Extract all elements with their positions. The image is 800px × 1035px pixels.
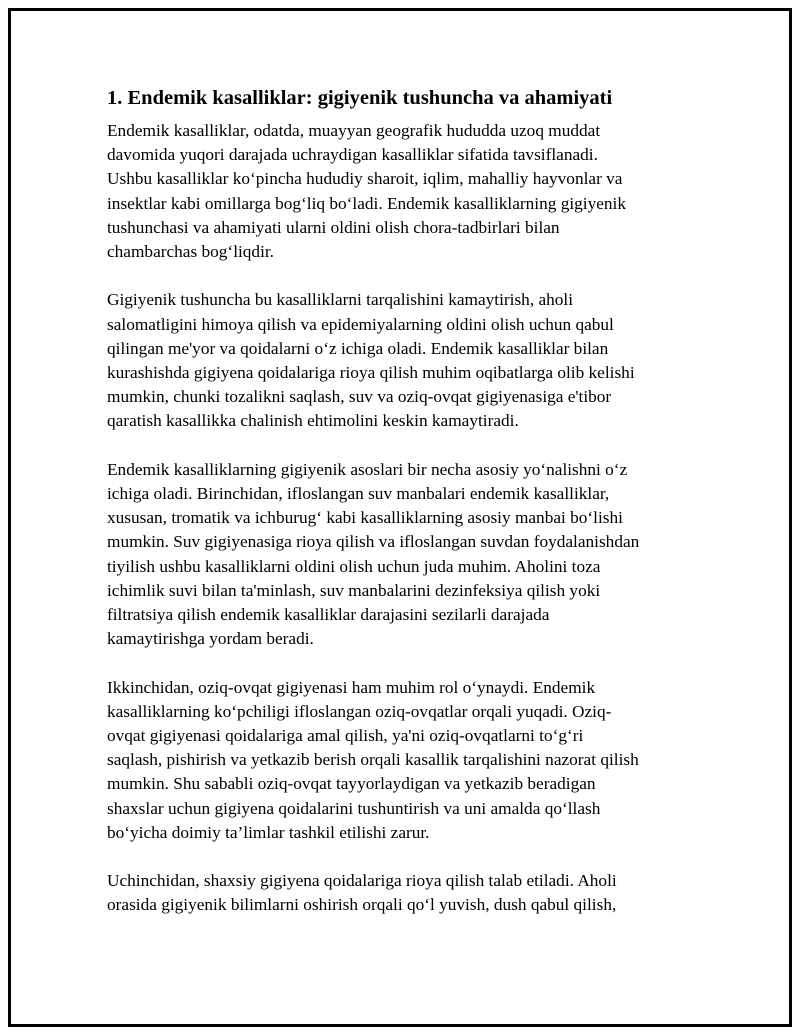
- text-line: davomida yuqori darajada uchraydigan kasalliklar sifatida tavsiflanadi.: [107, 145, 598, 165]
- text-line: ovqat gigiyenasi qoidalariga amal qilish, ya'ni oziq-ovqatlarni to‘g‘ri: [107, 726, 584, 746]
- paragraph: [107, 676, 682, 845]
- text-line: insektlar kabi omillarga bog‘liq bo‘ladi. Endemik kasalliklarning gigiyenik: [107, 193, 626, 213]
- text-line: shaxslar uchun gigiyena qoidalarini tushuntirish va uni amalda qo‘llash: [107, 798, 601, 818]
- text-line: qaratish kasallikka chalinish ehtimolini keskin kamaytiradi.: [107, 411, 519, 431]
- text-line: chambarchas bog‘liqdir.: [107, 242, 274, 262]
- text-line: ichiga oladi. Birinchidan, ifloslangan suv manbalari endemik kasalliklar,: [107, 484, 610, 504]
- text-line: tushunchasi va ahamiyati ularni oldini olish chora-tadbirlari bilan: [107, 217, 560, 237]
- text-line: kasalliklarning ko‘pchiligi ifloslangan oziq-ovqatlar orqali yuqadi. Oziq-: [107, 701, 612, 721]
- text-line: Ushbu kasalliklar ko‘pincha hududiy sharoit, iqlim, mahalliy hayvonlar va: [107, 169, 623, 189]
- text-line: saqlash, pishirish va yetkazib berish orqali kasallik tarqalishini nazorat qilish: [107, 750, 639, 770]
- text-line: tiyilish ushbu kasalliklarni oldini olish uchun juda muhim. Aholini toza: [107, 556, 601, 576]
- paragraph-gap: [107, 434, 682, 458]
- text-line: Gigiyenik tushuncha bu kasalliklarni tarqalishini kamaytirish, aholi: [107, 290, 574, 310]
- text-line: mumkin. Suv gigiyenasiga rioya qilish va ifloslangan suvdan foydalanishdan: [107, 532, 640, 552]
- text-line: bo‘yicha doimiy ta’limlar tashkil etilishi zarur.: [107, 822, 430, 842]
- text-line: kamaytirishga yordam beradi.: [107, 629, 314, 649]
- text-line: Endemik kasalliklarning gigiyenik asoslari bir necha asosiy yo‘nalishni o‘z: [107, 459, 628, 479]
- text-line: kurashishda gigiyena qoidalariga rioya qilish muhim oqibatlarga olib kelishi: [107, 363, 635, 383]
- text-line: mumkin. Shu sababli oziq-ovqat tayyorlaydigan va yetkazib beradigan: [107, 774, 596, 794]
- section-heading: 1. Endemik kasalliklar: gigiyenik tushuncha va ahamiyati: [107, 87, 613, 109]
- text-line: salomatligini himoya qilish va epidemiyalarning oldini olish uchun qabul: [107, 314, 614, 334]
- text-line: Uchinchidan, shaxsiy gigiyena qoidalariga rioya qilish talab etiladi. Aholi: [107, 871, 617, 891]
- text-line: filtratsiya qilish endemik kasalliklar darajasini sezilarli darajada: [107, 605, 550, 625]
- paragraph: [107, 869, 682, 917]
- text-line: qilingan me'yor va qoidalarni o‘z ichiga oladi. Endemik kasalliklar bilan: [107, 338, 609, 358]
- paragraph: [107, 119, 682, 264]
- paragraph-list: [107, 119, 682, 918]
- paragraph: [107, 458, 682, 652]
- text-line: xususan, tromatik va ichburug‘ kabi kasalliklarning asosiy manbai bo‘lishi: [107, 508, 623, 528]
- text-line: Endemik kasalliklar, odatda, muayyan geografik hududda uzoq muddat: [107, 121, 601, 140]
- paragraph-gap: [107, 845, 682, 869]
- paragraph-gap: [107, 651, 682, 675]
- text-line: orasida gigiyenik bilimlarni oshirish orqali qo‘l yuvish, dush qabul qilish,: [107, 895, 617, 915]
- document-body: [107, 86, 682, 918]
- text-line: mumkin, chunki tozalikni saqlash, suv va oziq-ovqat gigiyenasiga e'tibor: [107, 387, 612, 407]
- text-line: ichimlik suvi bilan ta'minlash, suv manbalarini dezinfeksiya qilish yoki: [107, 580, 601, 600]
- paragraph-gap: [107, 264, 682, 288]
- text-line: Ikkinchidan, oziq-ovqat gigiyenasi ham muhim rol o‘ynaydi. Endemik: [107, 677, 596, 697]
- paragraph: [107, 288, 682, 433]
